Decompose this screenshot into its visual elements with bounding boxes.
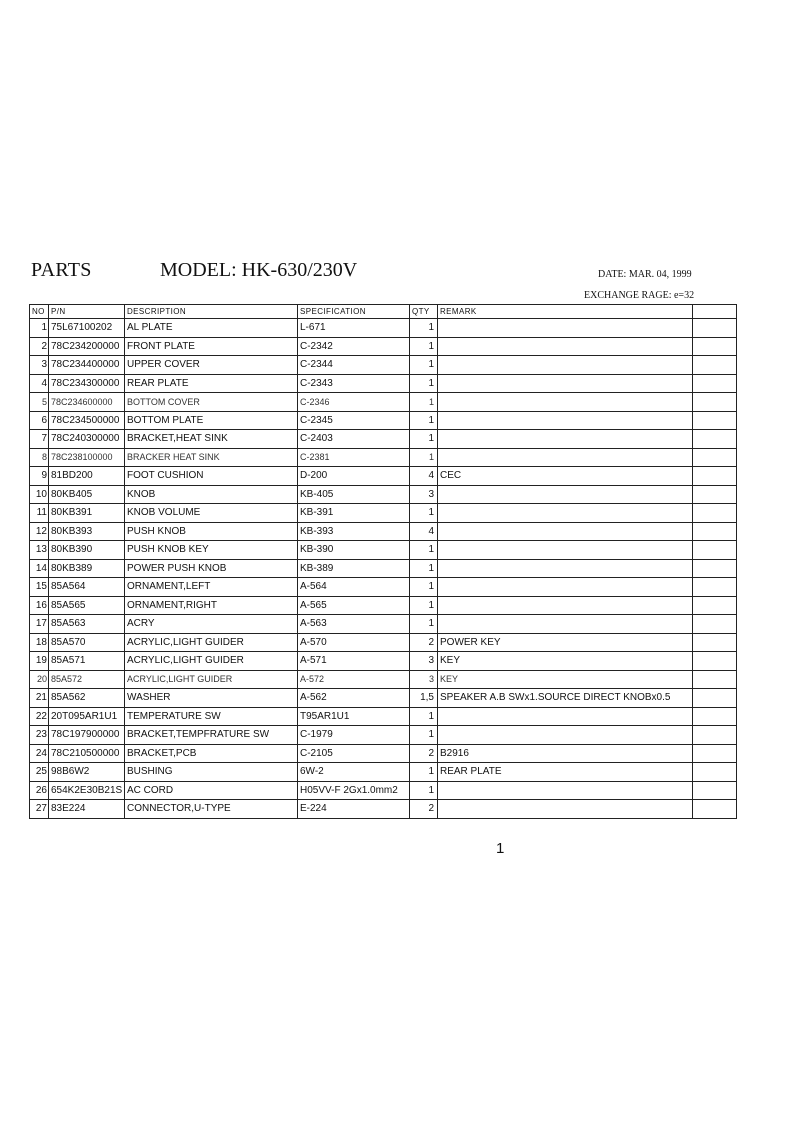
- cell-no: 20: [30, 670, 49, 689]
- cell-description: ACRYLIC,LIGHT GUIDER: [125, 670, 298, 689]
- cell-remark: [438, 578, 693, 597]
- cell-description: UPPER COVER: [125, 356, 298, 375]
- cell-part-number: 78C234200000: [49, 337, 125, 356]
- cell-no: 22: [30, 707, 49, 726]
- cell-specification: C-2345: [298, 411, 410, 430]
- cell-description: ACRYLIC,LIGHT GUIDER: [125, 652, 298, 671]
- document-date: DATE: MAR. 04, 1999: [598, 269, 692, 280]
- cell-specification: 6W-2: [298, 763, 410, 782]
- cell-part-number: 85A565: [49, 596, 125, 615]
- cell-part-number: 83E224: [49, 800, 125, 819]
- cell-part-number: 80KB391: [49, 504, 125, 523]
- cell-qty: 2: [410, 744, 438, 763]
- cell-specification: C-2342: [298, 337, 410, 356]
- cell-part-number: 78C234300000: [49, 374, 125, 393]
- cell-extra: [693, 467, 737, 486]
- cell-no: 4: [30, 374, 49, 393]
- cell-remark: [438, 411, 693, 430]
- cell-qty: 1,5: [410, 689, 438, 708]
- cell-qty: 4: [410, 522, 438, 541]
- cell-specification: A-570: [298, 633, 410, 652]
- cell-no: 2: [30, 337, 49, 356]
- cell-qty: 3: [410, 670, 438, 689]
- cell-description: PUSH KNOB KEY: [125, 541, 298, 560]
- cell-remark: [438, 430, 693, 449]
- cell-description: CONNECTOR,U-TYPE: [125, 800, 298, 819]
- exchange-rate: EXCHANGE RAGE: e=32: [584, 290, 695, 301]
- cell-qty: 1: [410, 448, 438, 467]
- cell-no: 11: [30, 504, 49, 523]
- cell-extra: [693, 374, 737, 393]
- col-header-no: NO: [30, 305, 49, 319]
- cell-no: 25: [30, 763, 49, 782]
- cell-no: 18: [30, 633, 49, 652]
- cell-qty: 1: [410, 559, 438, 578]
- cell-no: 5: [30, 393, 49, 412]
- cell-remark: B2916: [438, 744, 693, 763]
- cell-no: 21: [30, 689, 49, 708]
- cell-remark: [438, 448, 693, 467]
- cell-remark: [438, 596, 693, 615]
- cell-remark: SPEAKER A.B SWx1.SOURCE DIRECT KNOBx0.5: [438, 689, 693, 708]
- cell-extra: [693, 430, 737, 449]
- cell-extra: [693, 559, 737, 578]
- cell-no: 12: [30, 522, 49, 541]
- cell-remark: KEY: [438, 652, 693, 671]
- cell-part-number: 85A570: [49, 633, 125, 652]
- cell-extra: [693, 707, 737, 726]
- cell-qty: 1: [410, 374, 438, 393]
- cell-remark: [438, 393, 693, 412]
- cell-extra: [693, 578, 737, 597]
- cell-no: 16: [30, 596, 49, 615]
- cell-no: 27: [30, 800, 49, 819]
- table-row: [30, 578, 737, 597]
- cell-part-number: 80KB405: [49, 485, 125, 504]
- cell-specification: A-565: [298, 596, 410, 615]
- cell-extra: [693, 485, 737, 504]
- cell-remark: [438, 707, 693, 726]
- cell-description: WASHER: [125, 689, 298, 708]
- cell-specification: KB-405: [298, 485, 410, 504]
- table-row: [30, 726, 737, 745]
- cell-part-number: 78C234600000: [49, 393, 125, 412]
- cell-qty: 3: [410, 652, 438, 671]
- cell-no: 19: [30, 652, 49, 671]
- cell-part-number: 654K2E30B21S: [49, 781, 125, 800]
- cell-no: 1: [30, 319, 49, 338]
- cell-extra: [693, 744, 737, 763]
- cell-remark: [438, 319, 693, 338]
- cell-part-number: 80KB389: [49, 559, 125, 578]
- table-row: [30, 559, 737, 578]
- cell-extra: [693, 781, 737, 800]
- cell-specification: A-564: [298, 578, 410, 597]
- cell-no: 17: [30, 615, 49, 634]
- cell-extra: [693, 411, 737, 430]
- cell-description: PUSH KNOB: [125, 522, 298, 541]
- table-row: [30, 800, 737, 819]
- parts-heading: PARTS: [31, 259, 92, 281]
- cell-no: 8: [30, 448, 49, 467]
- cell-specification: KB-393: [298, 522, 410, 541]
- cell-remark: [438, 374, 693, 393]
- table-row: [30, 596, 737, 615]
- cell-qty: 2: [410, 800, 438, 819]
- table-row: [30, 707, 737, 726]
- cell-description: BRACKET,PCB: [125, 744, 298, 763]
- table-row: [30, 541, 737, 560]
- cell-extra: [693, 356, 737, 375]
- cell-qty: 1: [410, 337, 438, 356]
- cell-part-number: 85A564: [49, 578, 125, 597]
- table-header-row: [30, 305, 737, 319]
- cell-no: 23: [30, 726, 49, 745]
- cell-remark: [438, 337, 693, 356]
- cell-remark: [438, 800, 693, 819]
- cell-extra: [693, 448, 737, 467]
- cell-extra: [693, 504, 737, 523]
- cell-qty: 1: [410, 393, 438, 412]
- cell-remark: [438, 485, 693, 504]
- cell-description: KNOB: [125, 485, 298, 504]
- cell-part-number: 20T095AR1U1: [49, 707, 125, 726]
- cell-specification: C-1979: [298, 726, 410, 745]
- cell-description: POWER PUSH KNOB: [125, 559, 298, 578]
- cell-description: AC CORD: [125, 781, 298, 800]
- cell-extra: [693, 726, 737, 745]
- col-header-pn: P/N: [49, 305, 125, 319]
- cell-extra: [693, 522, 737, 541]
- cell-qty: 1: [410, 763, 438, 782]
- cell-remark: POWER KEY: [438, 633, 693, 652]
- cell-description: ACRYLIC,LIGHT GUIDER: [125, 633, 298, 652]
- cell-specification: C-2343: [298, 374, 410, 393]
- cell-specification: C-2344: [298, 356, 410, 375]
- cell-part-number: 78C234500000: [49, 411, 125, 430]
- cell-specification: D-200: [298, 467, 410, 486]
- cell-specification: KB-389: [298, 559, 410, 578]
- cell-specification: A-563: [298, 615, 410, 634]
- table-row: [30, 393, 737, 412]
- cell-extra: [693, 596, 737, 615]
- model-title: MODEL: HK-630/230V: [160, 259, 358, 281]
- cell-specification: C-2105: [298, 744, 410, 763]
- table-row: [30, 337, 737, 356]
- cell-remark: [438, 781, 693, 800]
- cell-description: TEMPERATURE SW: [125, 707, 298, 726]
- table-row: [30, 670, 737, 689]
- parts-table: [29, 304, 737, 819]
- cell-qty: 1: [410, 430, 438, 449]
- cell-specification: L-671: [298, 319, 410, 338]
- cell-no: 24: [30, 744, 49, 763]
- col-header-qty: QTY: [410, 305, 438, 319]
- table-row: [30, 615, 737, 634]
- cell-part-number: 78C234400000: [49, 356, 125, 375]
- cell-extra: [693, 319, 737, 338]
- cell-qty: 1: [410, 781, 438, 800]
- cell-description: BRACKET,TEMPFRATURE SW: [125, 726, 298, 745]
- cell-qty: 3: [410, 485, 438, 504]
- cell-extra: [693, 670, 737, 689]
- cell-part-number: 85A563: [49, 615, 125, 634]
- cell-extra: [693, 615, 737, 634]
- cell-extra: [693, 393, 737, 412]
- table-row: [30, 763, 737, 782]
- table-row: [30, 744, 737, 763]
- cell-part-number: 85A571: [49, 652, 125, 671]
- cell-no: 7: [30, 430, 49, 449]
- cell-part-number: 78C240300000: [49, 430, 125, 449]
- cell-qty: 1: [410, 596, 438, 615]
- table-row: [30, 652, 737, 671]
- cell-qty: 1: [410, 726, 438, 745]
- cell-specification: C-2403: [298, 430, 410, 449]
- table-row: [30, 374, 737, 393]
- cell-remark: REAR PLATE: [438, 763, 693, 782]
- table-row: [30, 411, 737, 430]
- cell-qty: 1: [410, 578, 438, 597]
- page-number: 1: [496, 840, 505, 857]
- cell-qty: 1: [410, 615, 438, 634]
- cell-description: FRONT PLATE: [125, 337, 298, 356]
- table-row: [30, 430, 737, 449]
- cell-description: FOOT CUSHION: [125, 467, 298, 486]
- cell-specification: KB-390: [298, 541, 410, 560]
- cell-remark: [438, 541, 693, 560]
- table-row: [30, 448, 737, 467]
- cell-description: ORNAMENT,RIGHT: [125, 596, 298, 615]
- cell-specification: C-2346: [298, 393, 410, 412]
- cell-description: ORNAMENT,LEFT: [125, 578, 298, 597]
- col-header-description: DESCRIPTION: [125, 305, 298, 319]
- table-row: [30, 485, 737, 504]
- cell-extra: [693, 633, 737, 652]
- cell-part-number: 80KB393: [49, 522, 125, 541]
- cell-description: BUSHING: [125, 763, 298, 782]
- cell-specification: C-2381: [298, 448, 410, 467]
- cell-no: 14: [30, 559, 49, 578]
- table-row: [30, 522, 737, 541]
- cell-description: ACRY: [125, 615, 298, 634]
- cell-qty: 1: [410, 319, 438, 338]
- col-header-extra: [693, 305, 737, 319]
- cell-qty: 1: [410, 356, 438, 375]
- parts-table-body: [30, 319, 737, 819]
- cell-part-number: 80KB390: [49, 541, 125, 560]
- cell-specification: H05VV-F 2Gx1.0mm2: [298, 781, 410, 800]
- table-row: [30, 319, 737, 338]
- cell-specification: KB-391: [298, 504, 410, 523]
- cell-extra: [693, 652, 737, 671]
- cell-remark: [438, 522, 693, 541]
- cell-specification: A-572: [298, 670, 410, 689]
- cell-remark: KEY: [438, 670, 693, 689]
- cell-qty: 1: [410, 541, 438, 560]
- table-row: [30, 689, 737, 708]
- cell-remark: [438, 726, 693, 745]
- cell-part-number: 78C238100000: [49, 448, 125, 467]
- cell-no: 15: [30, 578, 49, 597]
- cell-description: AL PLATE: [125, 319, 298, 338]
- cell-extra: [693, 337, 737, 356]
- cell-qty: 1: [410, 707, 438, 726]
- cell-no: 6: [30, 411, 49, 430]
- cell-part-number: 78C210500000: [49, 744, 125, 763]
- cell-specification: E-224: [298, 800, 410, 819]
- cell-remark: [438, 559, 693, 578]
- cell-remark: [438, 356, 693, 375]
- col-header-specification: SPECIFICATION: [298, 305, 410, 319]
- cell-specification: A-562: [298, 689, 410, 708]
- cell-specification: T95AR1U1: [298, 707, 410, 726]
- cell-extra: [693, 541, 737, 560]
- cell-description: BOTTOM PLATE: [125, 411, 298, 430]
- cell-extra: [693, 800, 737, 819]
- cell-description: BRACKER HEAT SINK: [125, 448, 298, 467]
- cell-part-number: 85A562: [49, 689, 125, 708]
- cell-extra: [693, 763, 737, 782]
- cell-part-number: 78C197900000: [49, 726, 125, 745]
- cell-no: 3: [30, 356, 49, 375]
- table-row: [30, 633, 737, 652]
- cell-no: 9: [30, 467, 49, 486]
- cell-no: 13: [30, 541, 49, 560]
- cell-part-number: 75L67100202: [49, 319, 125, 338]
- table-row: [30, 356, 737, 375]
- cell-qty: 1: [410, 411, 438, 430]
- cell-part-number: 81BD200: [49, 467, 125, 486]
- table-row: [30, 504, 737, 523]
- cell-no: 10: [30, 485, 49, 504]
- cell-part-number: 98B6W2: [49, 763, 125, 782]
- cell-extra: [693, 689, 737, 708]
- cell-remark: [438, 504, 693, 523]
- cell-qty: 4: [410, 467, 438, 486]
- table-row: [30, 467, 737, 486]
- cell-part-number: 85A572: [49, 670, 125, 689]
- cell-no: 26: [30, 781, 49, 800]
- col-header-remark: REMARK: [438, 305, 693, 319]
- cell-qty: 2: [410, 633, 438, 652]
- cell-remark: [438, 615, 693, 634]
- cell-description: KNOB VOLUME: [125, 504, 298, 523]
- cell-description: BRACKET,HEAT SINK: [125, 430, 298, 449]
- table-row: [30, 781, 737, 800]
- cell-description: BOTTOM COVER: [125, 393, 298, 412]
- cell-specification: A-571: [298, 652, 410, 671]
- cell-description: REAR PLATE: [125, 374, 298, 393]
- cell-qty: 1: [410, 504, 438, 523]
- cell-remark: CEC: [438, 467, 693, 486]
